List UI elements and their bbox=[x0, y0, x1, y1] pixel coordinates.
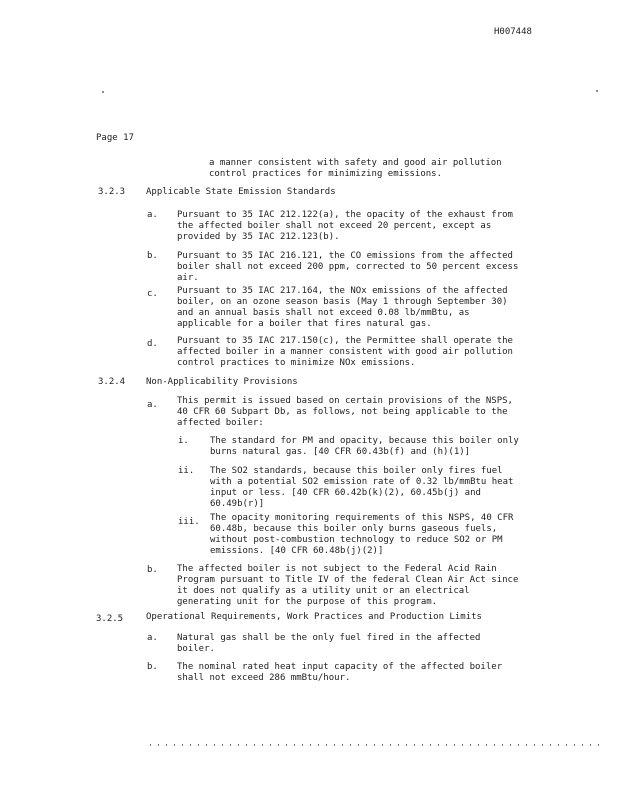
subitem-number: iii. bbox=[178, 517, 200, 527]
scan-speck bbox=[102, 91, 104, 93]
item-text: This permit is issued based on certain provisions of the NSPS, 40 CFR 60 Subpart Db, as follows, not being applicable to the affected boiler: bbox=[177, 396, 513, 428]
item-text: The affected boiler is not subject to the Federal Acid Rain Program pursuant to Title IV of the federal Clean Air Act since it does not qualify as a utility unit or an electrical generating unit for the purpose of this program. bbox=[177, 564, 519, 607]
item-letter: c. bbox=[147, 289, 158, 299]
page-number: Page 17 bbox=[96, 133, 134, 143]
document-id: H007448 bbox=[494, 27, 532, 37]
item-text: Pursuant to 35 IAC 212.122(a), the opacity of the exhaust from the affected boiler shall not exceed 20 percent, except as provided by 35 IAC 212.123(b). bbox=[177, 210, 513, 242]
section-title: Operational Requirements, Work Practices and Production Limits bbox=[146, 612, 482, 622]
item-text: Pursuant to 35 IAC 216.121, the CO emissions from the affected boiler shall not exceed 200 ppm, corrected to 50 percent excess air. bbox=[177, 251, 519, 283]
section-title: Non-Applicability Provisions bbox=[146, 377, 298, 387]
section-number: 3.2.3 bbox=[98, 187, 126, 197]
subitem-text: The standard for PM and opacity, because this boiler only burns natural gas. [40 CFR 60.43b(f) and (h)(1)] bbox=[210, 436, 519, 457]
section-number: 3.2.4 bbox=[98, 377, 126, 387]
subitem-text: The SO2 standards, because this boiler only fires fuel with a potential SO2 emission rate of 0.32 lb/mmBtu heat input or less. [40 CFR 60.42b(k)(2), 60.45b(j) and 60.49b(r)] bbox=[210, 466, 514, 509]
item-letter: b. bbox=[147, 565, 158, 575]
subitem-number: i. bbox=[178, 436, 189, 446]
item-text: The nominal rated heat input capacity of the affected boiler shall not exceed 286 mmBtu/hour. bbox=[177, 662, 503, 683]
subitem-number: ii. bbox=[178, 466, 195, 476]
item-text: Natural gas shall be the only fuel fired in the affected boiler. bbox=[177, 633, 481, 654]
item-letter: a. bbox=[147, 210, 158, 220]
item-text: Pursuant to 35 IAC 217.164, the NOx emissions of the affected boiler, on an ozone season basis (May 1 through September 30) and an annual basis shall not exceed 0.08 lb/mmBtu, as applicable for a boiler that fires natural gas. bbox=[177, 286, 508, 329]
item-text: Pursuant to 35 IAC 217.150(c), the Permittee shall operate the affected boiler in a manner consistent with good air pollution control practices to minimize NOx emissions. bbox=[177, 336, 513, 368]
item-letter: b. bbox=[147, 251, 158, 261]
item-letter: a. bbox=[147, 400, 158, 410]
section-title: Applicable State Emission Standards bbox=[146, 187, 336, 197]
continuation-text: a manner consistent with safety and good air pollution control practices for minimizing emissions. bbox=[209, 158, 502, 179]
section-number: 3.2.5 bbox=[96, 614, 124, 624]
footer-dotted-line bbox=[150, 744, 605, 746]
item-letter: b. bbox=[147, 662, 158, 672]
scan-speck bbox=[596, 90, 598, 92]
item-letter: a. bbox=[147, 633, 158, 643]
item-letter: d. bbox=[147, 339, 158, 349]
subitem-text: The opacity monitoring requirements of this NSPS, 40 CFR 60.48b, because this boiler only burns gaseous fuels, without post-combustion technology to reduce SO2 or PM emissions. [40 CFR 60.48b(j)(2)] bbox=[210, 513, 514, 556]
